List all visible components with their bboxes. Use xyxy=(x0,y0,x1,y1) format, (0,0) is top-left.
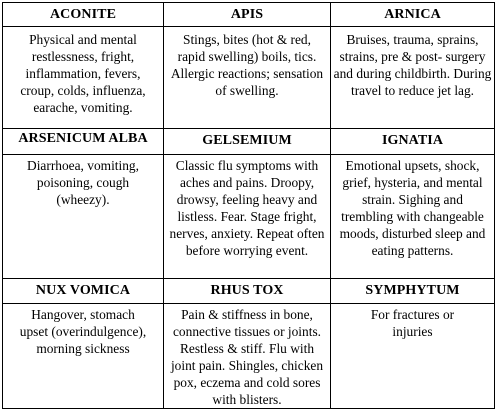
description-ignatia: Emotional upsets, shock, grief, hysteria, and mental strain. Sighing and trembling with changeable moods, disturbed sleep and eating patterns. xyxy=(331,155,494,279)
description-nux-vomica: Hangover, stomach upset (overindulgence), morning sickness xyxy=(3,304,164,408)
header-arsenicum-alba: ARSENICUM ALBA xyxy=(3,129,164,155)
description-gelsemium: Classic flu symptoms with aches and pains. Droopy, drowsy, feeling heavy and listless. Fear. Stage fright, nerves, anxiety. Repeat often before worrying event. xyxy=(164,155,331,279)
header-rhus-tox: RHUS TOX xyxy=(164,279,331,304)
header-symphytum: SYMPHYTUM xyxy=(331,279,494,304)
header-nux-vomica: NUX VOMICA xyxy=(3,279,164,304)
header-aconite: ACONITE xyxy=(3,3,164,27)
description-rhus-tox: Pain & stiffness in bone, connective tissues or joints. Restless & stiff. Flu with joint pain. Shingles, chicken pox, eczema and cold sores with blisters. xyxy=(164,304,331,408)
description-aconite: Physical and mental restlessness, fright, inflammation, fevers, croup, colds, influenza, earache, vomiting. xyxy=(3,27,164,129)
header-arnica: ARNICA xyxy=(331,3,494,27)
header-apis: APIS xyxy=(164,3,331,27)
description-symphytum: For fractures or injuries xyxy=(370,307,455,339)
header-gelsemium: GELSEMIUM xyxy=(164,129,331,155)
description-arsenicum-alba: Diarrhoea, vomiting, poisoning, cough (wheezy). xyxy=(3,155,164,279)
remedies-table xyxy=(2,2,495,409)
description-apis: Stings, bites (hot & red, rapid swelling) boils, tics. Allergic reactions; sensation of swelling. xyxy=(164,27,331,129)
header-ignatia: IGNATIA xyxy=(331,129,494,155)
description-arnica: Bruises, trauma, sprains, strains, pre & post- surgery and during childbirth. During travel to reduce jet lag. xyxy=(331,27,494,129)
